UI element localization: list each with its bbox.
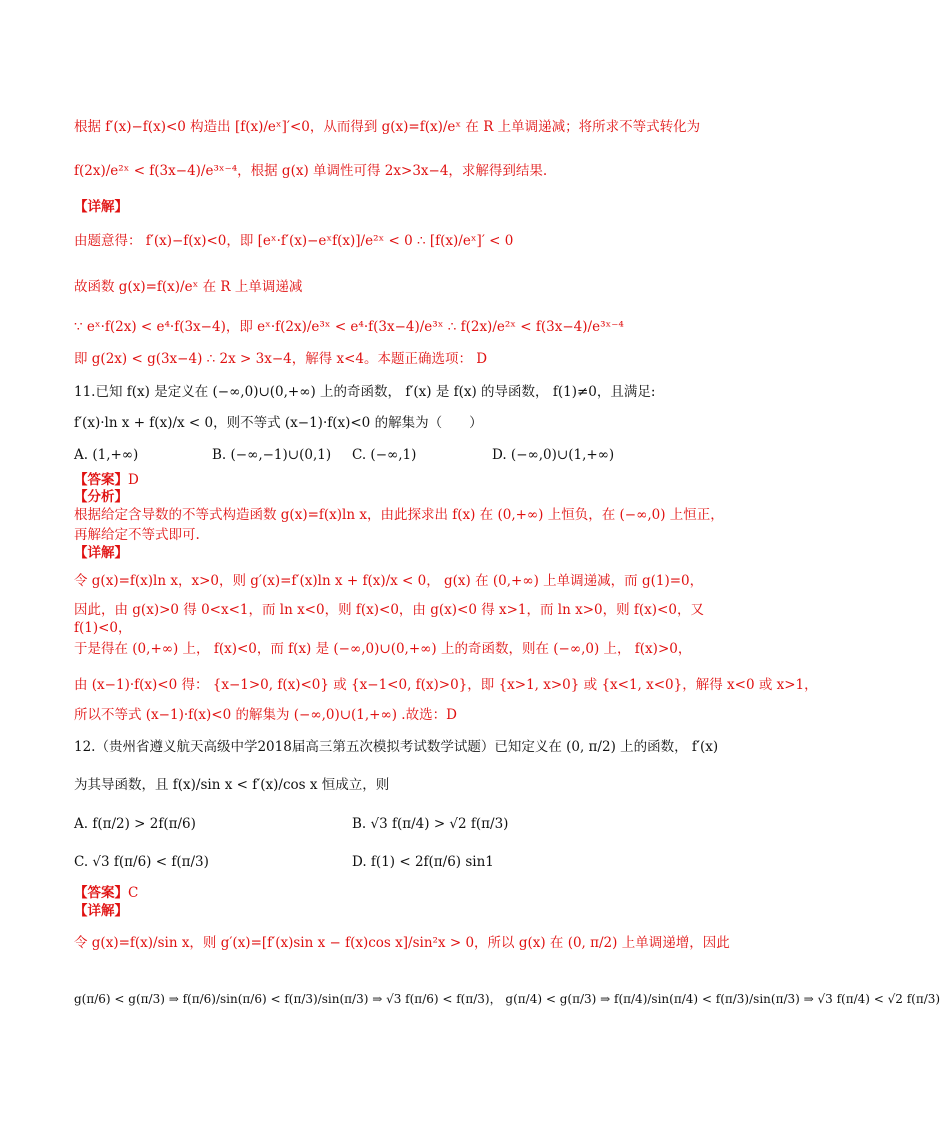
answer-label: 【答案】 [74,885,128,901]
detail-label: 【详解】 [74,199,128,215]
q11-analysis-line-1: 根据给定含导数的不等式构造函数 g(x)=f(x)ln x，由此探求出 f(x) 在 (0,+∞) 上恒负，在 (−∞,0) 上恒正， [74,507,724,523]
q12-detail-line-1: 令 g(x)=f(x)/sin x，则 g′(x)=[f′(x)sin x − f(x)cos x]/sin²x > 0，所以 g(x) 在 (0, π/2) 上单调递增，因此 [74,935,730,951]
q12-answer [74,884,740,902]
q11-answer [74,471,740,489]
answer-value: C [128,885,139,901]
q12-option-a: A. f(π/2) > 2f(π/6) [74,816,196,832]
q11-detail-label: 【详解】 [74,545,128,561]
solution-step-2: 故函数 g(x)=f(x)/eˣ 在 R 上单调递减 [74,279,303,295]
q12-detail-label: 【详解】 [74,903,128,919]
q11-detail-line-5: 由 (x−1)·f(x)<0 得： {x−1>0, f(x)<0} 或 {x−1<0, f(x)>0}，即 {x>1, x>0} 或 {x<1, x<0}，解得 x<0 或 x>1， [74,677,818,693]
q11-option-c: C. (−∞,1) [352,447,417,463]
q12-stem-line-1: 12.（贵州省遵义航天高级中学2018届高三第五次模拟考试数学试题）已知定义在 (0, π/2) 上的函数， f′(x) [74,739,719,755]
solution-step-3: ∵ eˣ·f(2x) < e⁴·f(3x−4)，即 eˣ·f(2x)/e³ˣ < e⁴·f(3x−4)/e³ˣ ∴ f(2x)/e²ˣ < f(3x−4)/e³ˣ⁻⁴ [74,319,624,335]
solution-step-1: 由题意得： f′(x)−f(x)<0，即 [eˣ·f′(x)−eˣf(x)]/e²ˣ < 0 ∴ [f(x)/eˣ]′ < 0 [74,233,514,249]
answer-label: 【答案】 [74,472,128,488]
q11-detail-line-3: f(1)<0， [74,620,132,636]
q11-stem-line-2: f′(x)·ln x + f(x)/x < 0，则不等式 (x−1)·f(x)<0 的解集为（ ） [74,415,483,431]
q12-option-c: C. √3 f(π/6) < f(π/3) [74,854,209,870]
q11-detail-line-2: 因此，由 g(x)>0 得 0<x<1，而 ln x<0，则 f(x)<0，由 g(x)<0 得 x>1，而 ln x>0，则 f(x)<0，又 [74,602,704,618]
q11-detail-line-1: 令 g(x)=f(x)ln x，x>0，则 g′(x)=f′(x)ln x + f(x)/x < 0， g(x) 在 (0,+∞) 上单调递减，而 g(1)=0， [74,573,704,589]
q11-detail-line-4: 于是得在 (0,+∞) 上， f(x)<0，而 f(x) 是 (−∞,0)∪(0,+∞) 上的奇函数，则在 (−∞,0) 上， f(x)>0， [74,641,692,657]
q12-option-b: B. √3 f(π/4) > √2 f(π/3) [352,816,509,832]
q11-detail-line-6: 所以不等式 (x−1)·f(x)<0 的解集为 (−∞,0)∪(1,+∞) .故选：D [74,707,457,723]
q11-analysis-line-2: 再解给定不等式即可. [74,527,200,543]
solution-step-4: 即 g(2x) < g(3x−4) ∴ 2x > 3x−4，解得 x<4。本题正确选项： D [74,351,488,367]
q11-option-b: B. (−∞,−1)∪(0,1) [212,447,332,463]
q12-stem-line-2: 为其导函数，且 f(x)/sin x < f′(x)/cos x 恒成立，则 [74,777,390,793]
q11-stem-line-1: 11.已知 f(x) 是定义在 (−∞,0)∪(0,+∞) 上的奇函数， f′(x) 是 f(x) 的导函数， f(1)≠0，且满足: [74,384,656,400]
q11-option-d: D. (−∞,0)∪(1,+∞) [492,447,615,463]
analysis-line-2: f(2x)/e²ˣ < f(3x−4)/e³ˣ⁻⁴，根据 g(x) 单调性可得 2x>3x−4，求解得到结果. [74,163,548,179]
answer-value: D [128,472,139,488]
analysis-line-1: 根据 f′(x)−f(x)<0 构造出 [f(x)/eˣ]′<0，从而得到 g(x)=f(x)/eˣ 在 R 上单调递减；将所求不等式转化为 [74,119,701,135]
q12-option-d: D. f(1) < 2f(π/6) sin1 [352,854,494,870]
q11-analysis-label: 【分析】 [74,489,128,505]
q12-detail-line-2: g(π/6) < g(π/3) ⇒ f(π/6)/sin(π/6) < f(π/3)/sin(π/3) ⇒ √3 f(π/6) < f(π/3)， g(π/4) < g(π/3) ⇒ f(π/4)/sin(π/4) < f(π/3)/sin(π/3) ⇒ √3 f(π/4) < √2 f(π/3) [74,992,940,1006]
q11-option-a: A. (1,+∞) [74,447,139,463]
